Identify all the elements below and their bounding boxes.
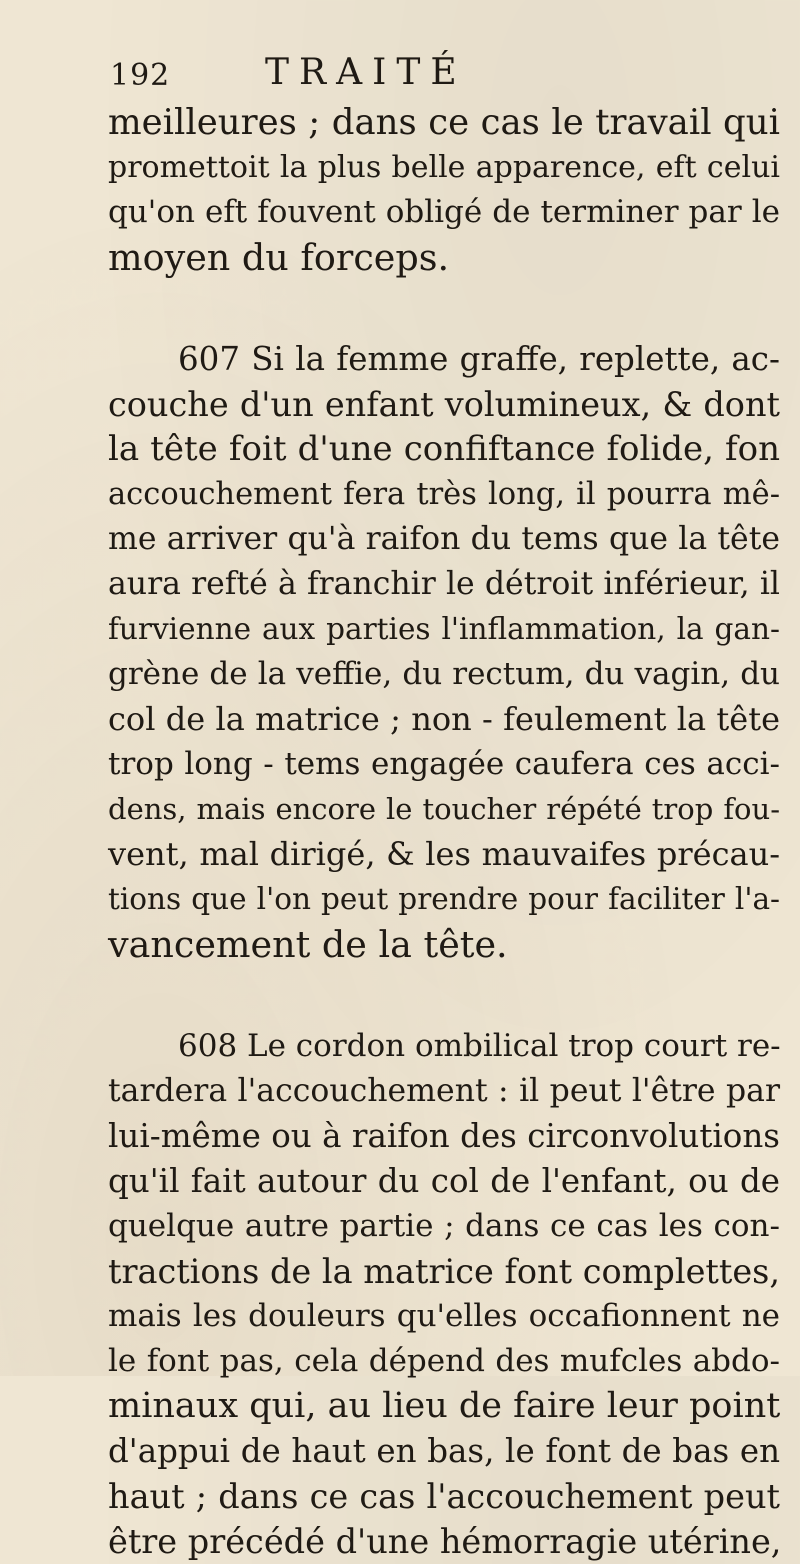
text-line: moyen du forceps. — [108, 236, 450, 279]
text-line: grène de la veffie, du rectum, du vagin, du — [108, 656, 780, 692]
text-line: me arriver qu'à raifon du tems que la tête — [108, 521, 780, 557]
text-line: aura refté à franchir le détroit inférieur, il — [108, 566, 780, 602]
text-line: tractions de la matrice font complettes, — [108, 1252, 780, 1291]
page-number: 192 — [110, 58, 171, 93]
text-line: 607 Si la femme graffe, replette, ac- — [178, 340, 780, 378]
text-line: qu'il fait autour du col de l'enfant, ou de — [108, 1162, 780, 1200]
text-line: vent, mal dirigé, & les mauvaifes précau- — [108, 835, 780, 873]
text-line: tions que l'on peut prendre pour faciliter l'a- — [108, 882, 780, 916]
text-line: le font pas, cela dépend des mufcles abdo- — [108, 1343, 780, 1379]
text-line: tardera l'accouchement : il peut l'être par — [108, 1073, 780, 1109]
paragraph-607 — [108, 337, 780, 967]
text-line: minaux qui, au lieu de faire leur point — [108, 1386, 781, 1426]
text-line: haut ; dans ce cas l'accouchement peut — [108, 1477, 780, 1516]
paragraph-608 — [108, 1024, 780, 1564]
text-line: d'appui de haut en bas, le font de bas en — [108, 1432, 780, 1470]
text-line: col de la matrice ; non - feulement la tête — [108, 700, 780, 738]
running-title: TRAITÉ — [265, 52, 467, 93]
text-line: trop long - tems engagée caufera ces acci- — [108, 746, 780, 782]
text-line: promettoit la plus belle apparence, eft celui — [108, 150, 780, 185]
text-line: meilleures ; dans ce cas le travail qui — [108, 102, 780, 143]
text-line: être précédé d'une hémorragie utérine, — [108, 1522, 782, 1561]
page-header — [110, 40, 770, 100]
text-line: 608 Le cordon ombilical trop court re- — [178, 1028, 781, 1064]
text-line: vancement de la tête. — [108, 923, 508, 966]
body-text — [108, 100, 780, 1564]
text-line: couche d'un enfant volumineux, & dont — [108, 385, 780, 424]
paragraph-continuation — [108, 100, 780, 280]
text-line: la tête foit d'une confiftance folide, fon — [108, 429, 780, 469]
text-line: mais les douleurs qu'elles occafionnent ne — [108, 1298, 780, 1334]
text-line: dens, mais encore le toucher répété trop fou- — [108, 792, 780, 826]
text-line: accouchement fera très long, il pourra mê- — [108, 477, 780, 512]
text-line: qu'on eft fouvent obligé de terminer par le — [108, 194, 780, 230]
text-line: quelque autre partie ; dans ce cas les con- — [108, 1208, 780, 1244]
text-line: lui-même ou à raifon des circonvolutions — [108, 1117, 780, 1155]
text-line: furvienne aux parties l'inflammation, la gan- — [108, 612, 780, 646]
